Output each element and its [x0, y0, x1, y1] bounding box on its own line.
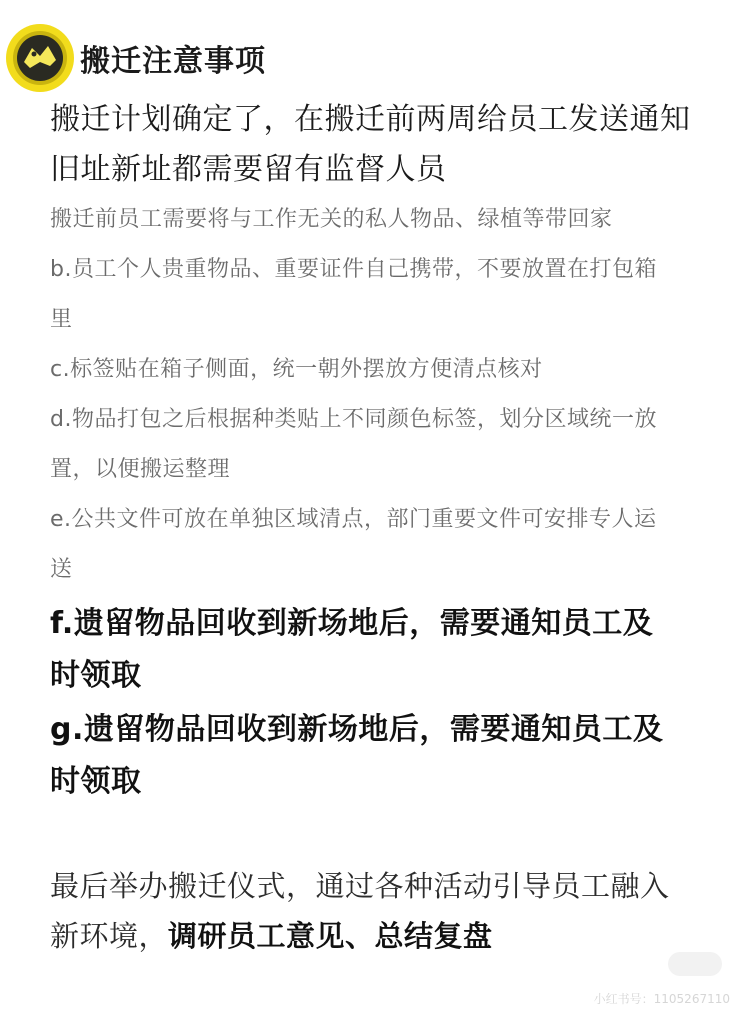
watermark: 小红书号：1105267110: [593, 992, 730, 1006]
item-d-line-2: 置，以便搬运整理: [50, 457, 231, 482]
closing-line-1: 最后举办搬迁仪式，通过各种活动引导员工融入: [50, 869, 670, 903]
post-title: 搬迁注意事项: [80, 44, 266, 79]
intro-line-2: 旧址新址都需要留有监督人员: [50, 152, 447, 187]
item-e-line-2: 送: [50, 557, 73, 582]
item-c: c.标签贴在箱子侧面，统一朝外摆放方便清点核对: [50, 357, 543, 382]
closing-line-2-bold: 调研员工意见、总结复盘: [168, 919, 493, 953]
item-f-line-1: f.遗留物品回收到新场地后，需要通知员工及: [50, 606, 654, 641]
closing-line-2-regular: 新环境，: [50, 919, 169, 953]
item-b-line-1: b.员工个人贵重物品、重要证件自己携带，不要放置在打包箱: [50, 257, 657, 282]
intro-line-1: 搬迁计划确定了，在搬迁前两周给员工发送通知: [50, 102, 691, 137]
avatar[interactable]: [4, 22, 76, 94]
item-g-line-1: g.遗留物品回收到新场地后，需要通知员工及: [50, 712, 664, 747]
item-g-line-2: 时领取: [50, 764, 142, 799]
watermark-logo-icon: [668, 952, 722, 976]
closing-line-2: [50, 914, 493, 955]
item-d-line-1: d.物品打包之后根据种类贴上不同颜色标签，划分区域统一放: [50, 407, 657, 432]
item-a: 搬迁前员工需要将与工作无关的私人物品、绿植等带回家: [50, 207, 613, 232]
item-e-line-1: e.公共文件可放在单独区域清点，部门重要文件可安排专人运: [50, 507, 657, 532]
item-f-line-2: 时领取: [50, 658, 142, 693]
avatar-eye: [32, 52, 37, 57]
item-b-line-2: 里: [50, 307, 73, 332]
